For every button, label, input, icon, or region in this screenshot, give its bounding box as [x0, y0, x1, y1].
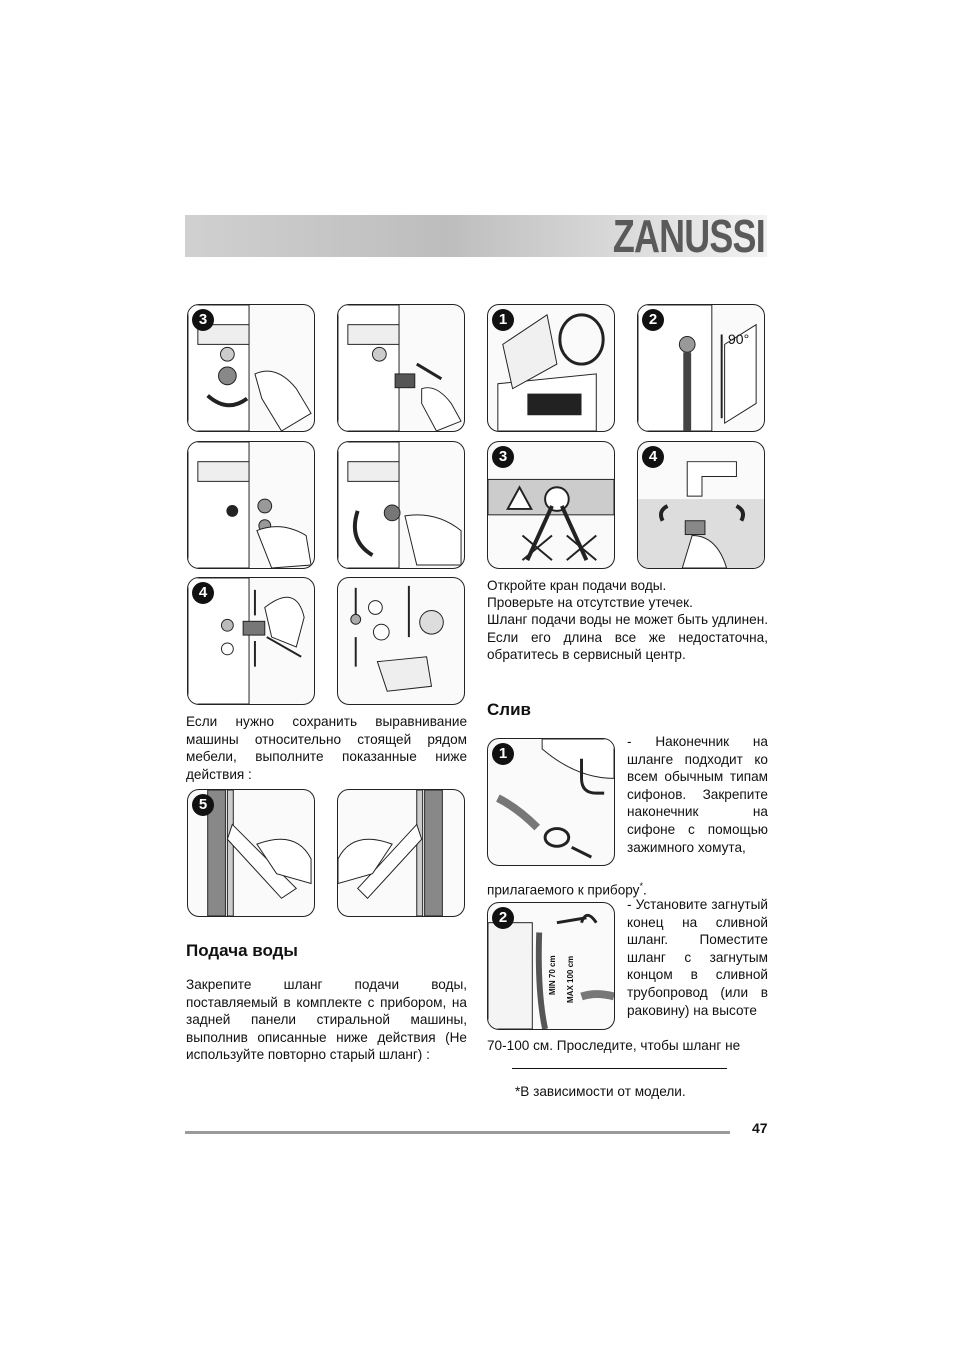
drain-illustration-2	[487, 902, 615, 1030]
fixing-parts-illustration	[338, 578, 464, 704]
footer-divider	[185, 1131, 730, 1134]
tap-text-3: Шланг подачи воды не может быть удлинен. Если его длина все же недостаточна, обратитесь в сервисный центр.	[487, 612, 768, 663]
illustration-panel-right-3	[487, 441, 615, 569]
hose-max-label: MAX 100 cm	[566, 955, 575, 1003]
step-badge: 2	[492, 907, 514, 929]
brand-logo: ZANUSSI	[612, 210, 765, 262]
header-bar	[185, 210, 767, 262]
page-number: 47	[752, 1120, 768, 1136]
footnote: *В зависимости от модели.	[515, 1084, 686, 1099]
step-badge: 5	[192, 794, 214, 816]
drain-text-2-cont: 70-100 см. Проследите, чтобы шланг не	[487, 1038, 741, 1053]
illustration-panel-left-5	[187, 577, 315, 705]
drain-text-1-cont-end: .	[643, 882, 647, 898]
illustration-panel-left-4	[337, 441, 465, 569]
drain-text-1: - Наконечник на шланге подходит ко всем обычным типам сифонов. Закрепите наконечник на сифоне с помощью зажимного хомута,	[627, 734, 768, 855]
illustration-panel-left-3	[187, 441, 315, 569]
step-badge: 4	[642, 446, 664, 468]
illustration-panel-left-1	[187, 304, 315, 432]
drain-illustration-1	[487, 738, 615, 866]
cap-rotate-illustration	[338, 442, 464, 568]
tap-text-2: Проверьте на отсутствие утечек.	[487, 595, 693, 610]
step-badge: 3	[192, 309, 214, 331]
step-badge: 4	[192, 582, 214, 604]
hose-pull-illustration	[338, 305, 464, 431]
drain-text-2: - Установите загнутый конец на сливной шланг. Поместите шланг с загнутым концом в сливной трубопровод (или в раковину) на высоте	[627, 897, 768, 1018]
illustration-panel-right-4	[637, 441, 765, 569]
illustration-panel-right-2	[637, 304, 765, 432]
tap-text-1: Откройте кран подачи воды.	[487, 578, 667, 593]
step-badge: 2	[642, 309, 664, 331]
illustration-panel-left-8	[337, 789, 465, 917]
footnote-divider	[512, 1068, 727, 1069]
step-badge: 1	[492, 743, 514, 765]
step-badge: 3	[492, 446, 514, 468]
footnote-marker: *	[639, 881, 643, 891]
illustration-panel-left-2	[337, 304, 465, 432]
plug-insert-illustration	[188, 442, 314, 568]
step-badge: 1	[492, 309, 514, 331]
water-supply-text: Закрепите шланг подачи воды, поставляемый в комплекте с прибором, на задней панели стиральной машины, выполнив описанные ниже действия (Не используйте повторно старый шланг) :	[186, 977, 467, 1063]
angle-label: 90°	[728, 331, 750, 347]
hose-min-label: MIN 70 cm	[548, 955, 557, 995]
illustration-panel-right-1	[487, 304, 615, 432]
pipe-cut-illustration-2	[338, 790, 464, 916]
leveling-instruction: Если нужно сохранить выравнивание машины относительно стоящей рядом мебели, выполните показанные ниже действия :	[186, 714, 467, 782]
water-supply-heading: Подача воды	[186, 941, 298, 960]
drain-heading: Слив	[487, 700, 531, 719]
drain-text-1-cont-main: прилагаемого к прибору	[487, 882, 640, 898]
illustration-panel-left-6	[337, 577, 465, 705]
illustration-panel-left-7	[187, 789, 315, 917]
